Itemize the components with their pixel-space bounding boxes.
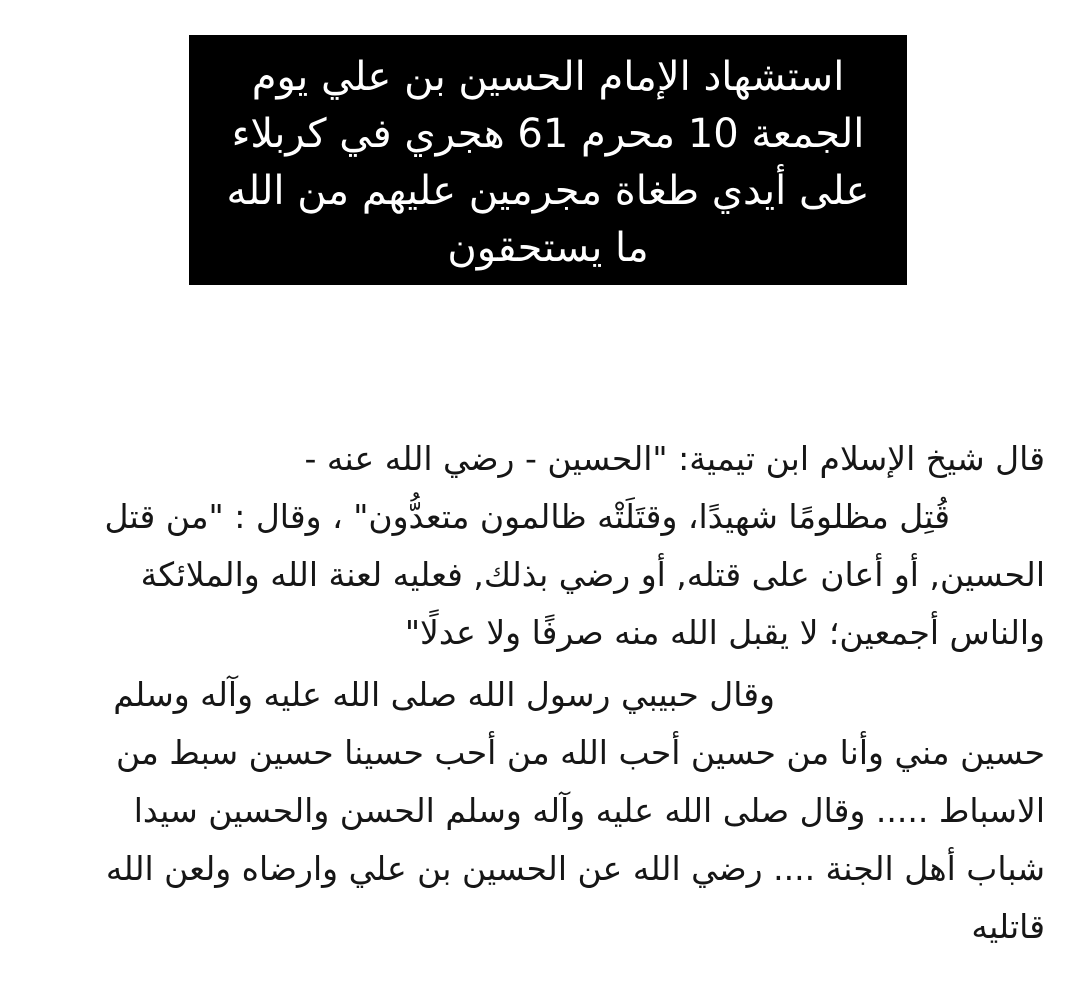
title-line-1: استشهاد الإمام الحسين بن علي يوم [251, 54, 845, 100]
hadith-line-1: وقال حبيبي رسول الله صلى الله عليه وآله وسلم [113, 675, 775, 714]
hadith-line-5: قاتليه [971, 907, 1045, 946]
hadith-paragraph [30, 666, 1045, 956]
quote-line-4: والناس أجمعين؛ لا يقبل الله منه صرفًا ولا عدلًا" [404, 613, 1045, 652]
hadith-line-3: الاسباط ..... وقال صلى الله عليه وآله وسلم الحسن والحسين سيدا [133, 791, 1045, 830]
quote-line-3: الحسين, أو أعان على قتله, أو رضي بذلك, فعليه لعنة الله والملائكة [140, 555, 1045, 594]
title-banner [189, 35, 907, 285]
quote-paragraph [30, 430, 1045, 662]
hadith-line-4: شباب أهل الجنة .... رضي الله عن الحسين بن علي وارضاه ولعن الله [105, 849, 1045, 888]
title-line-2: الجمعة 10 محرم 61 هجري في كربلاء [231, 111, 865, 157]
quote-line-1: قال شيخ الإسلام ابن تيمية: "الحسين - رضي الله عنه - [304, 439, 1045, 478]
title-line-3: على أيدي طغاة مجرمين عليهم من الله [226, 168, 870, 214]
quote-line-2: قُتِل مظلومًا شهيدًا، وقتَلَتْه ظالمون متعدُّون" ، وقال : "من قتل [104, 497, 950, 536]
hadith-line-2: حسين مني وأنا من حسين أحب الله من أحب حسينا حسين سبط من [115, 733, 1045, 772]
title-line-4: ما يستحقون [447, 225, 649, 271]
